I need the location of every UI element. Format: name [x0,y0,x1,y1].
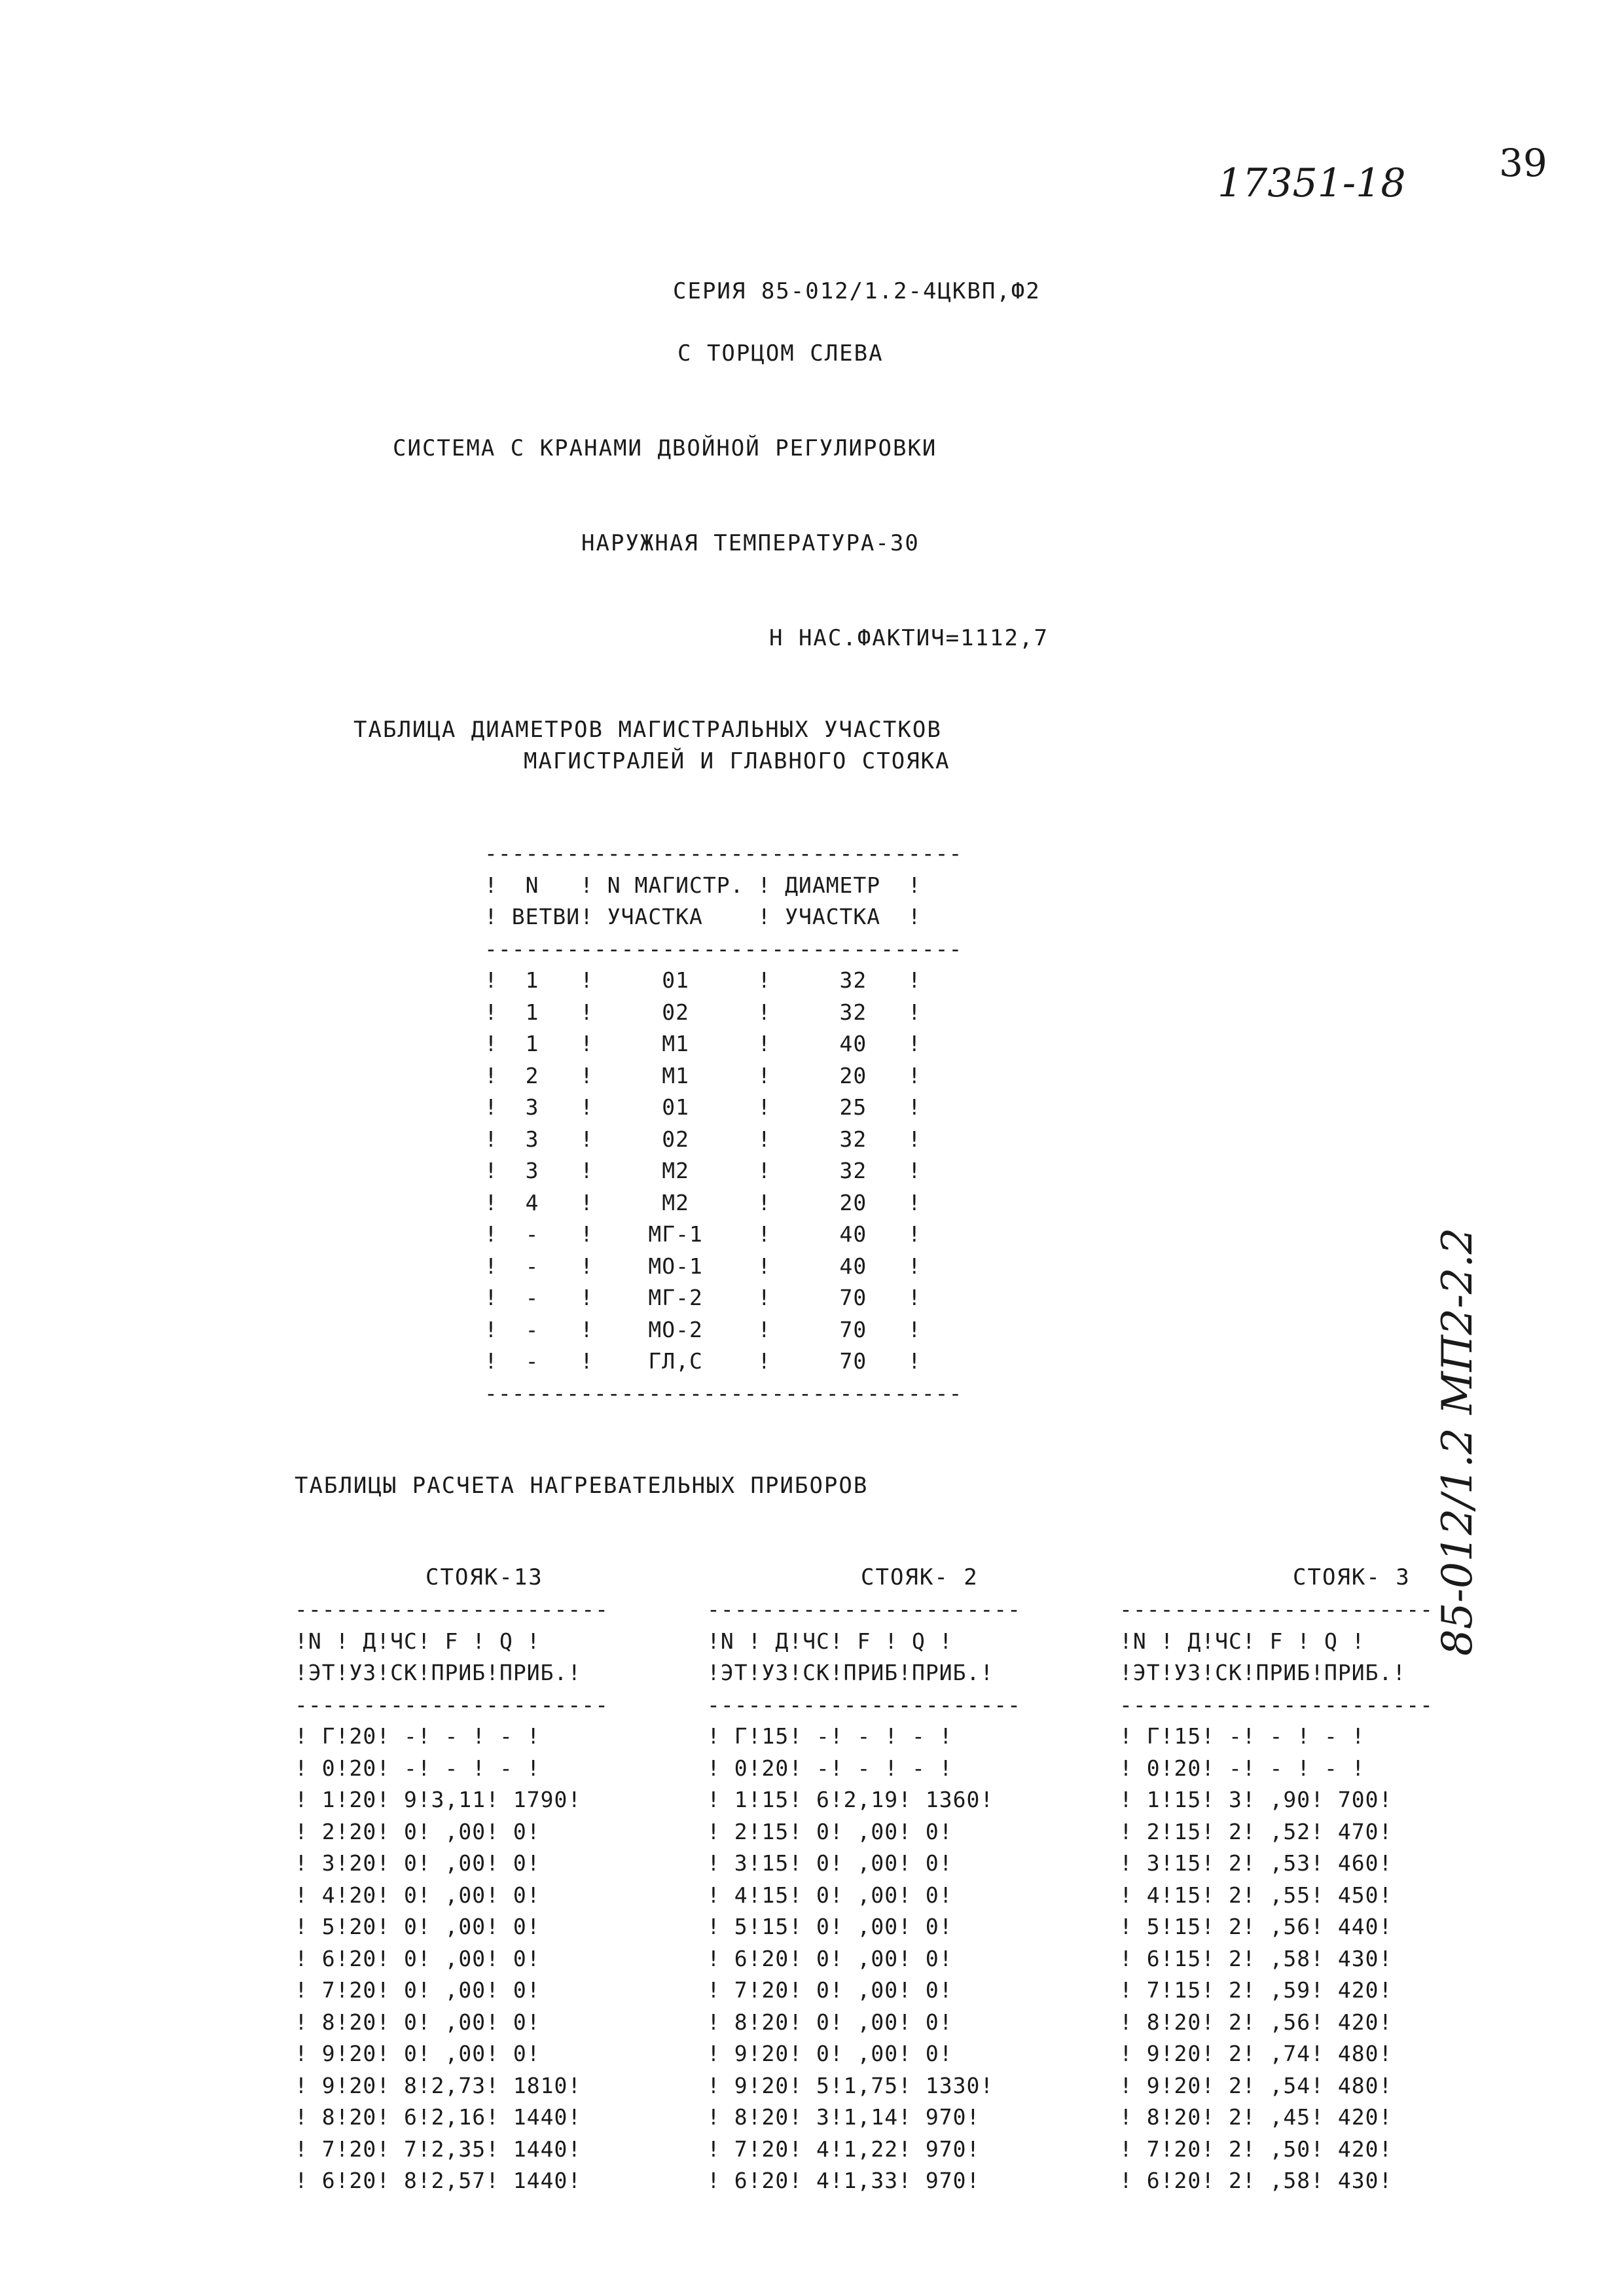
h-actual: Н НАС.ФАКТИЧ=1112,7 [769,625,1049,651]
riser-table-13: ----------------------- !N ! Д!ЧС! F ! Q ! !ЭТ!УЗ!СК!ПРИБ!ПРИБ.! ----------------------- ! Г!20! -! - ! - ! ! 0!20! -! - ! - ! ! 1!20! 9!3,11! 1790! ! 2!20! 0! ,00! 0! ! 3!20! 0! ,00! 0! ! 4!20! 0! ,00! 0! ! 5!20! 0! ,00! 0! ! 6!20! 0! ,00! 0! ! 7!20! 0! ,00! 0! ! 8!20! 0! ,00! 0! ! 9!20! 0! ,00! 0! ! 9!20! 8!2,73! 1810! ! 8!20! 6!2,16! 1440! ! 7!20! 7!2,35! 1440! ! 6!20! 8!2,57! 1440! [295,1596,609,2193]
subtitle: С ТОРЦОМ СЛЕВА [677,340,884,367]
page-number: 39 [1499,141,1547,185]
outdoor-temperature: НАРУЖНАЯ ТЕМПЕРАТУРА-30 [581,530,920,556]
diameter-table: ----------------------------------- ! N ! N МАГИСТР. ! ДИАМЕТР ! ! ВЕТВИ! УЧАСТКА ! УЧАСТКА ! ----------------------------------- ! 1 ! 01 ! 32 ! ! 1 ! 02 ! 32 ! ! 1 ! М1 ! 40 ! ! 2 ! М1 ! 20 ! ! 3 ! 01 ! 25 ! ! 3 ! 02 ! 32 ! ! 3 ! М2 ! 32 ! ! 4 ! М2 ! 20 ! ! - ! МГ-1 ! 40 ! ! - ! МО-1 ! 40 ! ! - ! МГ-2 ! 70 ! ! - ! МО-2 ! 70 ! ! - ! ГЛ,С ! 70 ! ----------------------------------- [484,840,963,1406]
system-title: СИСТЕМА С КРАНАМИ ДВОЙНОЙ РЕГУЛИРОВКИ [393,435,937,461]
series-title: СЕРИЯ 85-012/1.2-4ЦКВП,Ф2 [673,278,1041,304]
riser-table-3: ----------------------- !N ! Д!ЧС! F ! Q ! !ЭТ!УЗ!СК!ПРИБ!ПРИБ.! ----------------------- ! Г!15! -! - ! - ! ! 0!20! -! - ! - ! ! 1!15! 3! ,90! 700! ! 2!15! 2! ,52! 470! ! 3!15! 2! ,53! 460! ! 4!15! 2! ,55! 450! ! 5!15! 2! ,56! 440! ! 6!15! 2! ,58! 430! ! 7!15! 2! ,59! 420! ! 8!20! 2! ,56! 420! ! 9!20! 2! ,74! 480! ! 9!20! 2! ,54! 480! ! 8!20! 2! ,45! 420! ! 7!20! 2! ,50! 420! ! 6!20! 2! ,58! 430! [1119,1596,1434,2193]
handwritten-number: 17351-18 [1218,160,1406,206]
diam-table-title: ТАБЛИЦА ДИАМЕТРОВ МАГИСТРАЛЬНЫХ УЧАСТКОВ [353,717,942,743]
side-stamp: 85-012/1.2 МП2-2.2 [1434,1227,1482,1656]
heaters-title: ТАБЛИЦЫ РАСЧЕТА НАГРЕВАТЕЛЬНЫХ ПРИБОРОВ [295,1473,869,1499]
diam-table-title-2: МАГИСТРАЛЕЙ И ГЛАВНОГО СТОЯКА [524,748,950,774]
riser-title-3: СТОЯК- 3 [1293,1564,1411,1590]
riser-table-2: ----------------------- !N ! Д!ЧС! F ! Q ! !ЭТ!УЗ!СК!ПРИБ!ПРИБ.! ----------------------- ! Г!15! -! - ! - ! ! 0!20! -! - ! - ! ! 1!15! 6!2,19! 1360! ! 2!15! 0! ,00! 0! ! 3!15! 0! ,00! 0! ! 4!15! 0! ,00! 0! ! 5!15! 0! ,00! 0! ! 6!20! 0! ,00! 0! ! 7!20! 0! ,00! 0! ! 8!20! 0! ,00! 0! ! 9!20! 0! ,00! 0! ! 9!20! 5!1,75! 1330! ! 8!20! 3!1,14! 970! ! 7!20! 4!1,22! 970! ! 6!20! 4!1,33! 970! [707,1596,1021,2193]
riser-title-2: СТОЯК- 2 [861,1564,979,1590]
riser-title-13: СТОЯК-13 [425,1564,543,1590]
